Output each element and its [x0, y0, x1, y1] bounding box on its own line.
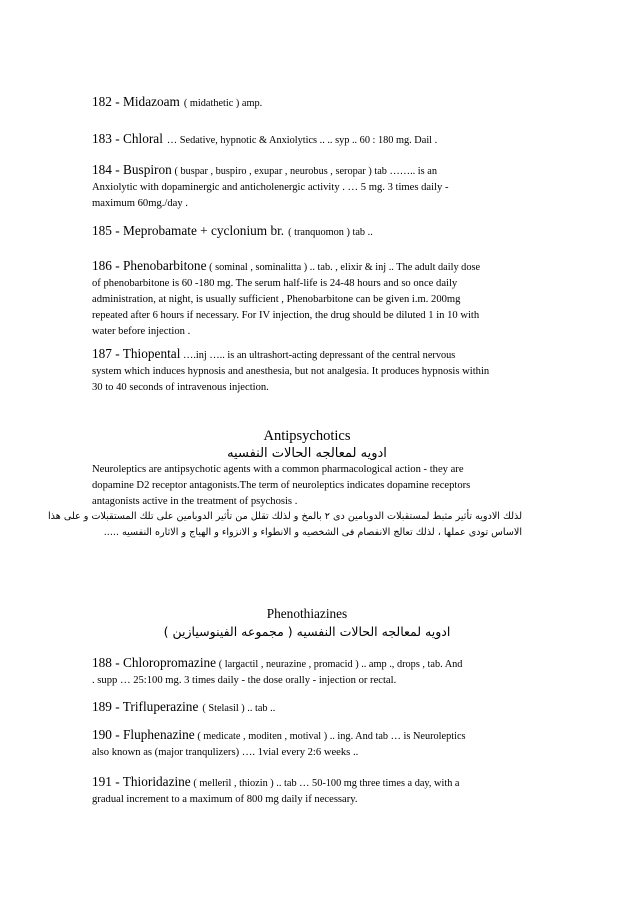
text-line: dopamine D2 receptor antagonists.The term of neuroleptics indicates dopamine receptors: [92, 480, 471, 491]
arabic-line: الاساس تودى عملها ، لذلك تعالج الانفصام فى الشخصيه و الانطواء و الانزواء و الهياج و الاثاره النفسيه .....: [103, 527, 522, 538]
entry-191: [92, 774, 522, 808]
arabic-paragraph: [48, 509, 522, 541]
entry-187: [92, 346, 522, 396]
entry-183: [92, 130, 522, 148]
drug-details: ( buspar , buspiro , exupar , neurobus , seropar ) tab …….. is an: [174, 166, 437, 177]
text-line: system which induces hypnosis and anesthesia, but not analgesia. It produces hypnosis within: [92, 366, 490, 377]
drug-details: ( medicate , moditen , motival ) .. ing. And tab … is Neuroleptics: [197, 731, 466, 742]
drug-details: ( midathetic ) amp.: [183, 98, 263, 109]
entry-188: [92, 655, 522, 689]
drug-name: 182 - Midazoam: [92, 94, 180, 109]
text-line: . supp … 25:100 mg. 3 times daily - the dose orally - injection or rectal.: [92, 675, 397, 686]
section-arabic-title: ادويه لمعالجه الحالات النفسيه: [227, 446, 387, 461]
entry-184: [92, 162, 522, 212]
entry-190: [92, 727, 522, 761]
section-title-antipsychotics: Antipsychotics: [263, 428, 351, 444]
text-line: administration, at night, is usually sufficient , Phenobarbitone can be given i.m. 200mg: [92, 294, 461, 305]
entry-189: [92, 698, 522, 716]
arabic-line: لذلك الادويه تأثير مثبط لمستقبلات الدوبامين دى ٢ بالمخ و لذلك تقلل من تأثير الدوبامين على تلك المستقبلات و على هذا: [48, 511, 522, 522]
text-line: water before injection .: [92, 326, 191, 337]
entry-185: [92, 222, 522, 240]
drug-name: 189 - Trifluperazine: [92, 699, 199, 714]
drug-details: ….inj ….. is an ultrashort-acting depressant of the central nervous: [183, 350, 456, 361]
text-line: repeated after 6 hours if necessary. For IV injection, the drug should be diluted 1 in 10 with: [92, 310, 480, 321]
section-arabic-subtitle: ادويه لمعالجه الحالات النفسيه ( مجموعه الفينوسيازين ): [163, 624, 451, 639]
drug-name: 191 - Thioridazine: [92, 774, 191, 789]
text-line: of phenobarbitone is 60 -180 mg. The serum half-life is 24-48 hours and so once daily: [92, 278, 458, 289]
entry-182: [92, 93, 522, 111]
drug-name: 186 - Phenobarbitone: [92, 258, 207, 273]
text-line: Neuroleptics are antipsychotic agents with a common pharmacological action - they are: [92, 464, 464, 475]
drug-name: 184 - Buspiron: [92, 162, 172, 177]
drug-name: 185 - Meprobamate + cyclonium br.: [92, 223, 285, 238]
drug-details: ( largactil , neurazine , promacid ) .. amp ., drops , tab. And: [218, 659, 463, 670]
text-line: 30 to 40 seconds of intravenous injection.: [92, 382, 269, 393]
text-line: gradual increment to a maximum of 800 mg daily if necessary.: [92, 794, 358, 805]
text-line: also known as (major tranqulizers) …. 1vial every 2:6 weeks ..: [92, 747, 359, 758]
drug-details: … Sedative, hypnotic & Anxiolytics .. .. syp .. 60 : 180 mg. Dail .: [166, 135, 438, 146]
drug-name: 183 - Chloral: [92, 131, 163, 146]
text-line: antagonists active in the treatment of psychosis .: [92, 496, 298, 507]
antipsychotics-paragraph: [92, 462, 522, 510]
drug-details: ( tranquomon ) tab ..: [288, 227, 373, 238]
text-line: Anxiolytic with dopaminergic and anticholenergic activity . … 5 mg. 3 times daily -: [92, 182, 449, 193]
drug-details: ( melleril , thiozin ) .. tab … 50-100 mg three times a day, with a: [193, 778, 460, 789]
drug-name: 187 - Thiopental: [92, 346, 181, 361]
drug-name: 190 - Fluphenazine: [92, 727, 195, 742]
drug-details: ( Stelasil ) .. tab ..: [202, 703, 276, 714]
section-title-phenothiazines: Phenothiazines: [266, 606, 348, 621]
entry-186: [92, 258, 522, 340]
drug-details: ( sominal , sominalitta ) .. tab. , elixir & inj .. The adult daily dose: [209, 262, 481, 273]
text-line: maximum 60mg./day .: [92, 198, 188, 209]
drug-name: 188 - Chloropromazine: [92, 655, 217, 670]
